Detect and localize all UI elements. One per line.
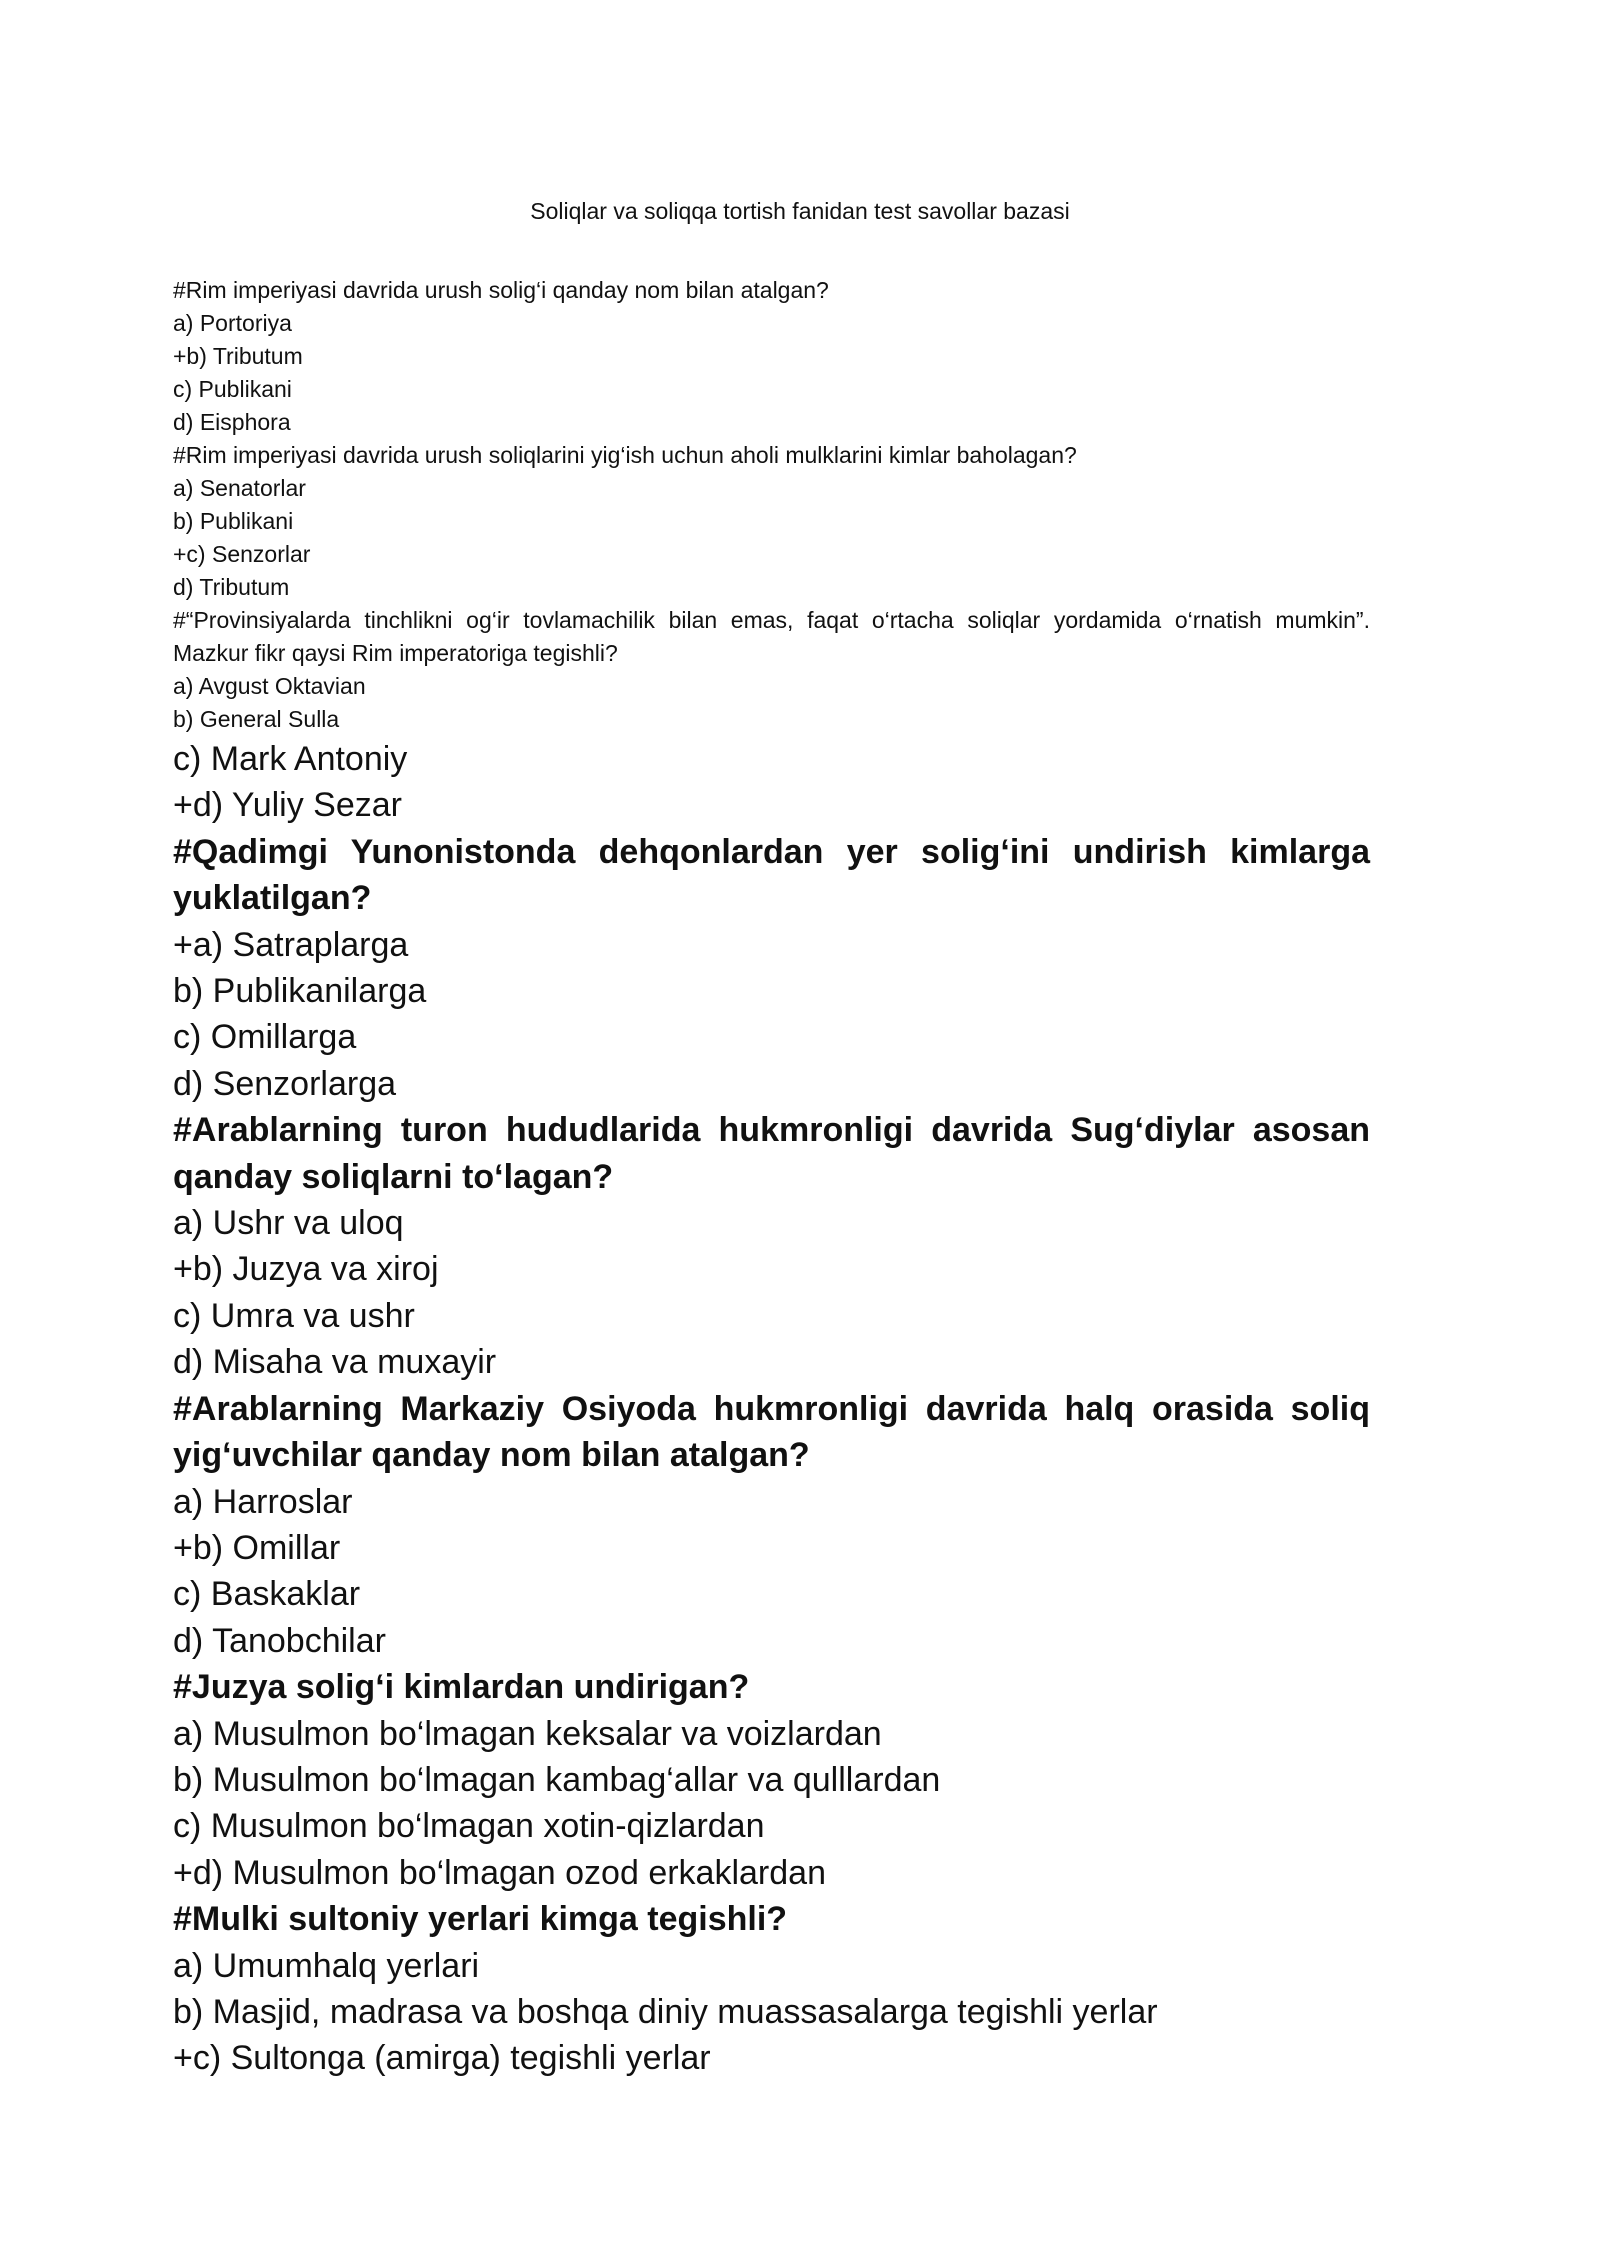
question-block [173,439,1370,604]
answer-option: b) Masjid, madrasa va boshqa diniy muassasalarga tegishli yerlar [173,1992,1158,2031]
question-text: #“Provinsiyalarda tinchlikni og‘ir tovlamachilik bilan emas, faqat o‘rtacha soliqlar yordamida o‘rnatish mumkin”. Mazkur fikr qaysi Rim imperatoriga tegishli? [173,607,1370,666]
answer-option: a) Avgust Oktavian [173,673,366,699]
answer-option: +b) Juzya va xiroj [173,1250,439,1289]
answer-option: c) Publikani [173,376,292,402]
answer-option: b) Publikanilarga [173,972,427,1011]
question-block [173,829,1370,1107]
answer-option: +d) Musulmon bo‘lmagan ozod erkaklardan [173,1853,826,1892]
question-text: #Mulki sultoniy yerlari kimga tegishli? [173,1900,788,1939]
answer-option: +b) Tributum [173,343,303,369]
answer-option: d) Tributum [173,574,290,600]
question-text: #Qadimgi Yunonistonda dehqonlardan yer solig‘ini undirish kimlarga yuklatilgan? [173,832,1370,918]
answer-option: c) Omillarga [173,1018,357,1057]
question-list [173,274,1370,2082]
question-text: #Arablarning Markaziy Osiyoda hukmronligi davrida halq orasida soliq yig‘uvchilar qanday nom bilan atalgan? [173,1389,1370,1475]
answer-option: b) Publikani [173,508,294,534]
answer-option: a) Musulmon bo‘lmagan keksalar va voizlardan [173,1714,882,1753]
question-block [173,1386,1370,1664]
answer-option: d) Misaha va muxayir [173,1343,497,1382]
answer-option: +d) Yuliy Sezar [173,786,403,825]
question-text: #Juzya solig‘i kimlardan undirigan? [173,1668,750,1707]
question-block [173,604,1370,829]
answer-option: c) Umra va ushr [173,1296,415,1335]
answer-option: c) Musulmon bo‘lmagan xotin-qizlardan [173,1807,765,1846]
question-block [173,1107,1370,1385]
answer-option: c) Mark Antoniy [173,740,408,778]
answer-option: c) Baskaklar [173,1575,361,1614]
answer-option: +a) Satraplarga [173,925,409,964]
question-block [173,274,1370,439]
answer-option: +b) Omillar [173,1528,341,1567]
answer-option: d) Senzorlarga [173,1064,397,1103]
document-title: Soliqlar va soliqqa tortish fanidan test savollar bazasi [530,198,1070,224]
question-block [173,1664,1370,1896]
answer-option: d) Tanobchilar [173,1621,386,1660]
question-text: #Rim imperiyasi davrida urush soliqlarini yig‘ish uchun aholi mulklarini kimlar baholagan? [173,442,1077,468]
answer-option: a) Umumhalq yerlari [173,1946,480,1985]
answer-option: d) Eisphora [173,409,291,435]
answer-option: b) Musulmon bo‘lmagan kambag‘allar va qulllardan [173,1760,941,1799]
answer-option: +c) Senzorlar [173,541,311,567]
question-text: #Arablarning turon hududlarida hukmronligi davrida Sug‘diylar asosan qanday soliqlarni to‘lagan? [173,1111,1370,1196]
question-block [173,1896,1370,2082]
answer-option: a) Portoriya [173,310,292,336]
answer-option: a) Harroslar [173,1482,353,1521]
answer-option: a) Senatorlar [173,475,306,501]
answer-option: a) Ushr va uloq [173,1204,404,1243]
answer-option: +c) Sultonga (amirga) tegishli yerlar [173,2039,711,2078]
question-text: #Rim imperiyasi davrida urush solig‘i qanday nom bilan atalgan? [173,277,829,303]
answer-option: b) General Sulla [173,706,340,732]
